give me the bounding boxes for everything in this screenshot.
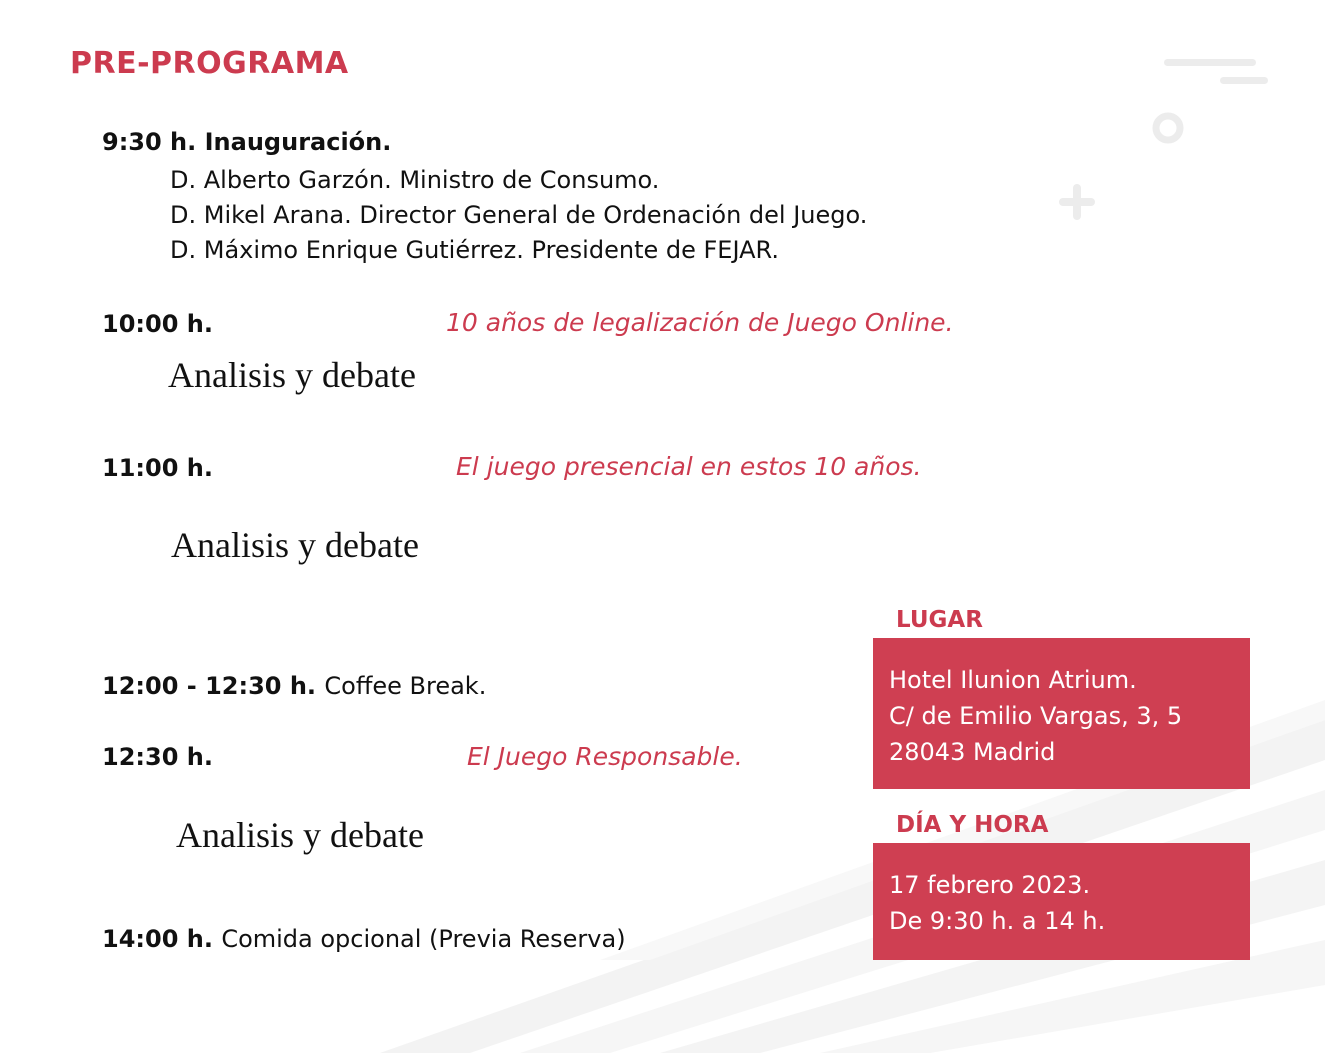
- lugar-line-3: 28043 Madrid: [889, 738, 1056, 766]
- session-4-label: Coffee Break.: [324, 672, 487, 700]
- session-3-debate: Analisis y debate: [171, 525, 419, 565]
- session-5-debate: Analisis y debate: [176, 815, 424, 855]
- lugar-box: [873, 638, 1250, 789]
- dia-hora-heading: DÍA Y HORA: [896, 812, 1049, 838]
- session-1-label: Inauguración.: [204, 128, 392, 156]
- session-2-time: 10:00 h.: [102, 310, 213, 338]
- plus-icon: [1055, 180, 1099, 224]
- session-2-debate: Analisis y debate: [168, 355, 416, 395]
- session-2-topic: 10 años de legalización de Juego Online.: [446, 308, 954, 337]
- speaker-3: D. Máximo Enrique Gutiérrez. Presidente de FEJAR.: [170, 236, 779, 264]
- session-4-time: 12:00 - 12:30 h.: [102, 672, 317, 700]
- session-3-time: 11:00 h.: [102, 454, 213, 482]
- lugar-heading: LUGAR: [896, 607, 983, 633]
- menu-lines-icon: [1160, 55, 1270, 90]
- session-1-time: 9:30 h.: [102, 128, 197, 156]
- session-6-label: Comida opcional (Previa Reserva): [221, 925, 626, 953]
- speaker-1: D. Alberto Garzón. Ministro de Consumo.: [170, 166, 660, 194]
- session-6: [102, 925, 626, 953]
- page-title: PRE-PROGRAMA: [70, 46, 349, 81]
- dia-hora-box: [873, 843, 1250, 960]
- lugar-line-1: Hotel Ilunion Atrium.: [889, 666, 1137, 694]
- dia-hora-line-2: De 9:30 h. a 14 h.: [889, 907, 1106, 935]
- session-5-time: 12:30 h.: [102, 743, 213, 771]
- lugar-line-2: C/ de Emilio Vargas, 3, 5: [889, 702, 1183, 730]
- session-3-topic: El juego presencial en estos 10 años.: [456, 452, 922, 481]
- speaker-2: D. Mikel Arana. Director General de Ordenación del Juego.: [170, 201, 868, 229]
- session-6-time: 14:00 h.: [102, 925, 213, 953]
- circle-icon: [1150, 110, 1186, 146]
- session-5-topic: El Juego Responsable.: [467, 742, 743, 771]
- session-1-heading: [102, 128, 391, 156]
- dia-hora-line-1: 17 febrero 2023.: [889, 871, 1091, 899]
- session-4: [102, 672, 486, 700]
